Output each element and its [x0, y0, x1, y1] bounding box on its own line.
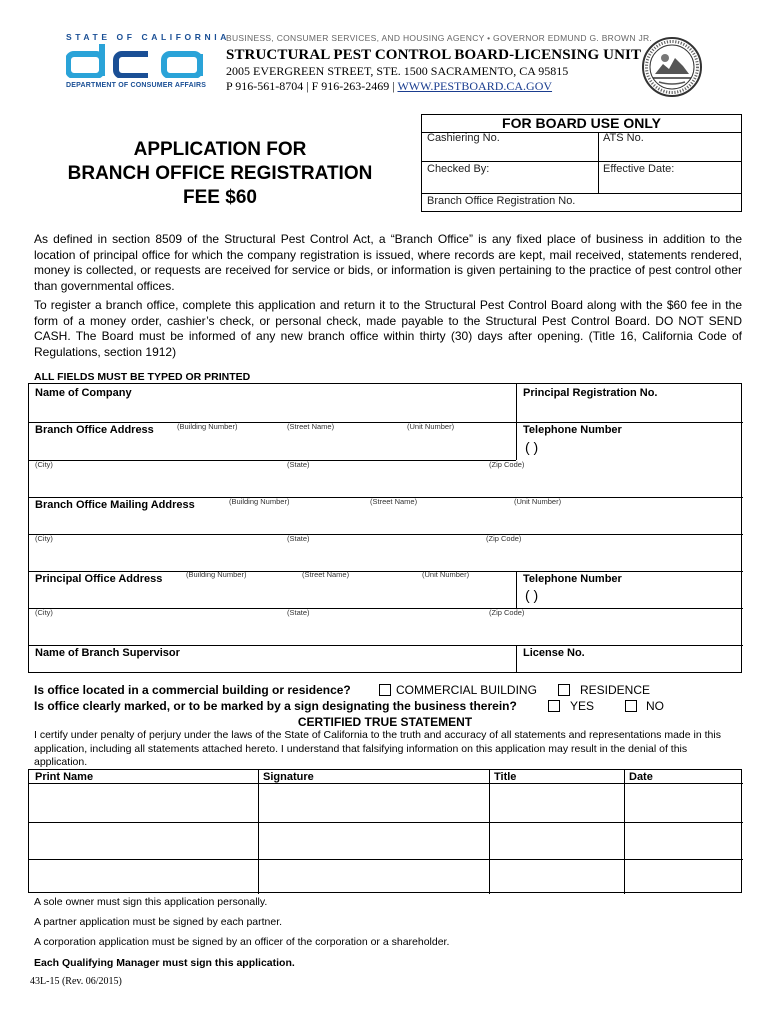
- logo-department-text: DEPARTMENT OF CONSUMER AFFAIRS: [66, 82, 207, 89]
- office-type-question: Is office located in a commercial building or residence?: [34, 683, 351, 697]
- principal-zip-hint: (Zip Code): [489, 608, 525, 617]
- principal-unit-number-hint: (Unit Number): [422, 570, 470, 579]
- commercial-building-checkbox[interactable]: [379, 684, 391, 696]
- note-qualifying-manager: Each Qualifying Manager must sign this application.: [34, 957, 295, 969]
- yes-checkbox[interactable]: [548, 700, 560, 712]
- note-sole-owner: A sole owner must sign this application personally.: [34, 896, 268, 908]
- principal-state-hint: (State): [287, 608, 310, 617]
- mailing-city-hint: (City): [35, 534, 53, 543]
- effective-date-label: Effective Date:: [603, 163, 675, 175]
- registration-instructions: To register a branch office, complete this application and return it to the Structural Pest Control Board along with the $60 fee in the form of a money order, cashier’s check, or personal check, made payable to the Structural Pest Control Board. DO NOT SEND CASH. The Board must be informed of any new branch office within thirty (30) days after opening. (Title 16, California Code of Regulations, section 1912): [34, 298, 742, 359]
- branch-unit-number-hint: (Unit Number): [407, 422, 455, 431]
- branch-address-label: Branch Office Address: [35, 424, 154, 436]
- residence-label: RESIDENCE: [580, 683, 651, 697]
- principal-street-name-hint: (Street Name): [302, 570, 350, 579]
- checked-by-label: Checked By:: [427, 163, 490, 175]
- branch-street-name-hint: (Street Name): [287, 422, 335, 431]
- title-line-2: BRANCH OFFICE REGISTRATION: [67, 163, 373, 184]
- no-label: NO: [646, 699, 664, 713]
- form-title: [38, 138, 402, 210]
- commercial-building-label: COMMERCIAL BUILDING: [396, 683, 537, 697]
- mailing-address-label: Branch Office Mailing Address: [35, 499, 195, 511]
- no-checkbox[interactable]: [625, 700, 637, 712]
- ats-no-label: ATS No.: [603, 132, 644, 144]
- state-seal-icon: [641, 36, 703, 98]
- branch-telephone-area-code[interactable]: ( ): [525, 439, 539, 455]
- company-name-label: Name of Company: [35, 387, 132, 399]
- form-number: 43L-15 (Rev. 06/2015): [30, 976, 122, 987]
- mailing-building-number-hint: (Building Number): [229, 497, 290, 506]
- note-corporation: A corporation application must be signed by an officer of the corporation or a shareholder.: [34, 936, 450, 948]
- principal-telephone-label: Telephone Number: [523, 573, 622, 585]
- board-use-only-box: [421, 114, 742, 212]
- mailing-unit-number-hint: (Unit Number): [514, 497, 562, 506]
- note-partner: A partner application must be signed by each partner.: [34, 916, 283, 928]
- title-line-1: APPLICATION FOR: [133, 139, 307, 160]
- branch-supervisor-label: Name of Branch Supervisor: [35, 647, 180, 659]
- branch-zip-hint: (Zip Code): [489, 460, 525, 469]
- board-address: 2005 EVERGREEN STREET, STE. 1500 SACRAMENTO, CA 95815: [226, 64, 569, 78]
- branch-city-hint: (City): [35, 460, 53, 469]
- application-form: [28, 383, 742, 673]
- certified-statement-heading: CERTIFIED TRUE STATEMENT: [297, 715, 473, 729]
- principal-address-label: Principal Office Address: [35, 573, 163, 585]
- date-header: Date: [629, 771, 653, 783]
- branch-reg-no-label: Branch Office Registration No.: [427, 195, 576, 207]
- signature-table: [28, 769, 742, 893]
- title-line-3: FEE $60: [183, 187, 257, 208]
- agency-line: BUSINESS, CONSUMER SERVICES, AND HOUSING AGENCY • GOVERNOR EDMUND G. BROWN JR.: [226, 33, 653, 43]
- mailing-state-hint: (State): [287, 534, 310, 543]
- principal-city-hint: (City): [35, 608, 53, 617]
- license-no-label: License No.: [523, 647, 585, 659]
- signature-header: Signature: [263, 771, 314, 783]
- board-name: STRUCTURAL PEST CONTROL BOARD-LICENSING UNIT: [226, 47, 642, 63]
- principal-reg-no-label: Principal Registration No.: [523, 387, 658, 399]
- mailing-zip-hint: (Zip Code): [486, 534, 522, 543]
- principal-building-number-hint: (Building Number): [186, 570, 247, 579]
- residence-checkbox[interactable]: [558, 684, 570, 696]
- branch-telephone-label: Telephone Number: [523, 424, 622, 436]
- dca-logo: [66, 44, 206, 78]
- branch-office-definition: As defined in section 8509 of the Structural Pest Control Act, a “Branch Office” is any fixed place of business in addition to the location of principal office for which the company registration is issued, where records are kept, mail received, statements rendered, money is collected, or requests are received for service or bids, or information is given pertaining to the practice of pest control other than governmental offices.: [34, 232, 742, 293]
- board-phone: [226, 79, 552, 94]
- fields-instruction: ALL FIELDS MUST BE TYPED OR PRINTED: [34, 371, 251, 383]
- print-name-header: Print Name: [35, 771, 94, 783]
- branch-state-hint: (State): [287, 460, 310, 469]
- office-marked-question: Is office clearly marked, or to be marked by a sign designating the business therein?: [34, 699, 517, 713]
- title-header: Title: [494, 771, 517, 783]
- mailing-street-name-hint: (Street Name): [370, 497, 418, 506]
- yes-label: YES: [570, 699, 595, 713]
- certification-text: I certify under penalty of perjury under the laws of the State of California to the truth and accuracy of all statements and representations made in this application, including all statements attached hereto. I understand that falsifying information on this application may result in the denial of this application.: [34, 729, 721, 768]
- logo-state-text: STATE OF CALIFORNIA: [66, 32, 230, 42]
- board-phone-text: P 916-561-8704 | F 916-263-2469 |: [226, 79, 398, 93]
- cashiering-no-label: Cashiering No.: [427, 132, 500, 144]
- board-website-link[interactable]: WWW.PESTBOARD.CA.GOV: [397, 79, 553, 93]
- board-use-heading: FOR BOARD USE ONLY: [502, 115, 661, 131]
- principal-telephone-area-code[interactable]: ( ): [525, 587, 539, 603]
- branch-building-number-hint: (Building Number): [177, 422, 238, 431]
